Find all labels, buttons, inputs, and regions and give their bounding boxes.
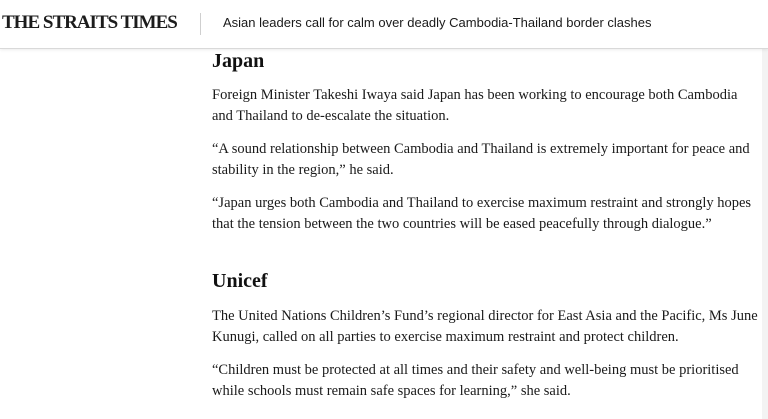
header-divider [200,13,201,35]
paragraph: “A sound relationship between Cambodia and Thailand is extremely important for peace and stability in the region,” he said. [212,141,750,178]
paragraph: “Children must be protected at all times and their safety and well-being must be prioritised while schools must remain safe spaces for learning,” she said. [212,362,739,399]
paragraph: “Japan urges both Cambodia and Thailand to exercise maximum restraint and strongly hopes that the tension between the two countries will be eased peacefully through dialogue.” [212,195,752,232]
article-headline: Asian leaders call for calm over deadly Cambodia-Thailand border clashes [223,15,652,30]
section-heading-unicef: Unicef [212,270,268,292]
page-scrollbar[interactable] [762,48,768,419]
site-header [0,0,768,49]
paragraph: Foreign Minister Takeshi Iwaya said Japan has been working to encourage both Cambodia and Thailand to de-escalate the situation. [212,87,738,124]
site-logo[interactable]: THE STRAITS TIMES [2,12,177,33]
paragraph: The United Nations Children’s Fund’s regional director for East Asia and the Pacific, Ms June Kunugi, called on all parties to exercise maximum restraint and protect children. [212,308,758,345]
section-heading-japan: Japan [212,50,265,72]
